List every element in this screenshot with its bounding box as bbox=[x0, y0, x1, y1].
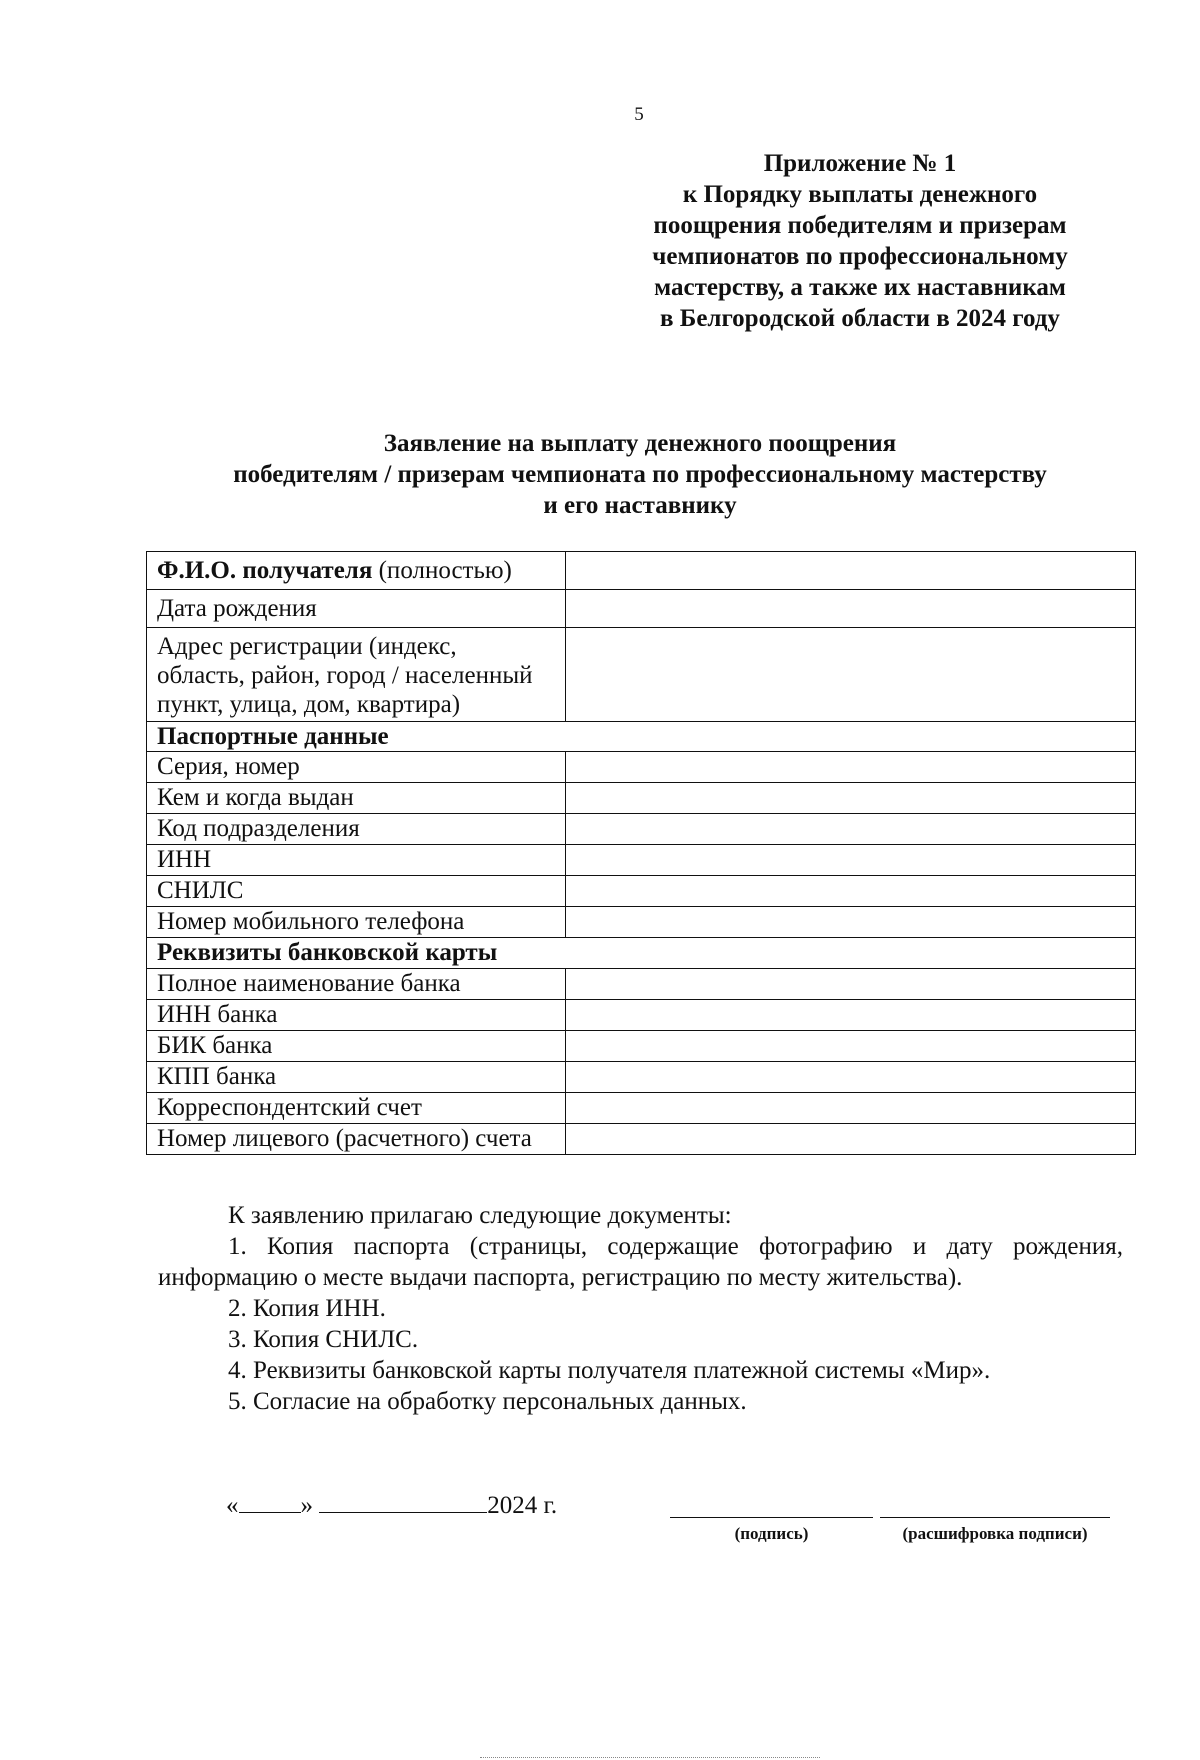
kpp-field[interactable] bbox=[566, 1062, 1136, 1093]
fio-label bbox=[147, 552, 566, 590]
document-item-1-line-2: информацию о месте выдачи паспорта, регистрацию по месту жительства). bbox=[158, 1264, 963, 1291]
series-number-field[interactable] bbox=[566, 752, 1136, 783]
series-number-label: Серия, номер bbox=[147, 752, 566, 783]
corr-account-field[interactable] bbox=[566, 1093, 1136, 1124]
birth-date-field[interactable] bbox=[566, 590, 1136, 628]
corr-account-label: Корреспондентский счет bbox=[147, 1093, 566, 1124]
bank-name-label: Полное наименование банка bbox=[147, 969, 566, 1000]
account-number-label: Номер лицевого (расчетного) счета bbox=[147, 1124, 566, 1155]
application-form-table bbox=[146, 551, 1136, 1155]
account-number-field[interactable] bbox=[566, 1124, 1136, 1155]
kpp-label: КПП банка bbox=[147, 1062, 566, 1093]
table-row bbox=[147, 552, 1136, 590]
form-title-line: победителям / призерам чемпионата по профессиональному мастерству bbox=[233, 461, 1047, 488]
document-item-4: 4. Реквизиты банковской карты получателя платежной системы «Мир». bbox=[228, 1357, 991, 1384]
decoding-caption: (расшифровка подписи) bbox=[902, 1524, 1088, 1543]
table-row bbox=[147, 628, 1136, 722]
document-item-5: 5. Согласие на обработку персональных данных. bbox=[228, 1388, 747, 1415]
bik-label: БИК банка bbox=[147, 1031, 566, 1062]
attached-documents bbox=[158, 1200, 1123, 1417]
date-line bbox=[226, 1490, 557, 1520]
bik-field[interactable] bbox=[566, 1031, 1136, 1062]
bank-inn-label: ИНН банка bbox=[147, 1000, 566, 1031]
table-row bbox=[147, 752, 1136, 783]
table-row bbox=[147, 722, 1136, 752]
table-row bbox=[147, 1000, 1136, 1031]
table-row bbox=[147, 969, 1136, 1000]
documents-intro: К заявлению прилагаю следующие документы: bbox=[228, 1202, 732, 1229]
appendix-line: к Порядку выплаты денежного bbox=[682, 181, 1038, 208]
form-title bbox=[145, 428, 1135, 521]
fio-label-normal: (полностью) bbox=[372, 557, 512, 584]
signature-line[interactable] bbox=[670, 1517, 873, 1518]
quote-open: « bbox=[226, 1492, 239, 1519]
day-blank[interactable] bbox=[239, 1490, 301, 1513]
table-row bbox=[147, 814, 1136, 845]
appendix-line: мастерству, а также их наставникам bbox=[654, 274, 1066, 301]
birth-date-label: Дата рождения bbox=[147, 590, 566, 628]
table-row bbox=[147, 876, 1136, 907]
table-row bbox=[147, 1062, 1136, 1093]
snils-label: СНИЛС bbox=[147, 876, 566, 907]
signature-block bbox=[0, 1490, 1200, 1570]
bank-name-field[interactable] bbox=[566, 969, 1136, 1000]
page-number: 5 bbox=[634, 104, 644, 125]
table-row bbox=[147, 1124, 1136, 1155]
scan-edge-divider bbox=[480, 1757, 820, 1758]
address-label-line: пункт, улица, дом, квартира) bbox=[157, 691, 461, 718]
bank-inn-field[interactable] bbox=[566, 1000, 1136, 1031]
year-text: 2024 г. bbox=[487, 1492, 558, 1519]
address-label-line: область, район, город / населенный bbox=[157, 662, 533, 689]
appendix-header bbox=[620, 148, 1100, 334]
table-row bbox=[147, 907, 1136, 938]
fio-label-bold: Ф.И.О. получателя bbox=[157, 557, 373, 584]
appendix-line: поощрения победителям и призерам bbox=[653, 212, 1067, 239]
phone-field[interactable] bbox=[566, 907, 1136, 938]
document-item-2: 2. Копия ИНН. bbox=[228, 1295, 386, 1322]
table-row bbox=[147, 938, 1136, 969]
fio-field[interactable] bbox=[566, 552, 1136, 590]
signature-caption: (подпись) bbox=[734, 1524, 809, 1543]
phone-label: Номер мобильного телефона bbox=[147, 907, 566, 938]
appendix-line: чемпионатов по профессиональному bbox=[652, 243, 1068, 270]
table-row bbox=[147, 1093, 1136, 1124]
document-item-1-line-1: 1. Копия паспорта (страницы, содержащие фотографию и дату рождения, bbox=[228, 1233, 1123, 1260]
division-code-field[interactable] bbox=[566, 814, 1136, 845]
appendix-line: в Белгородской области в 2024 году bbox=[660, 305, 1060, 332]
form-title-line: Заявление на выплату денежного поощрения bbox=[383, 430, 897, 457]
inn-label: ИНН bbox=[147, 845, 566, 876]
month-blank[interactable] bbox=[319, 1490, 487, 1513]
table-row bbox=[147, 783, 1136, 814]
document-item-3: 3. Копия СНИЛС. bbox=[228, 1326, 419, 1353]
division-code-label: Код подразделения bbox=[147, 814, 566, 845]
inn-field[interactable] bbox=[566, 845, 1136, 876]
form-title-line: и его наставнику bbox=[543, 492, 737, 519]
address-field[interactable] bbox=[566, 628, 1136, 722]
address-label bbox=[147, 628, 566, 722]
table-row bbox=[147, 845, 1136, 876]
issued-by-label: Кем и когда выдан bbox=[147, 783, 566, 814]
table-row bbox=[147, 590, 1136, 628]
snils-field[interactable] bbox=[566, 876, 1136, 907]
quote-close: » bbox=[300, 1492, 313, 1519]
bank-section-header: Реквизиты банковской карты bbox=[147, 938, 1136, 969]
signature-decoding-line[interactable] bbox=[880, 1517, 1110, 1518]
table-row bbox=[147, 1031, 1136, 1062]
appendix-line: Приложение № 1 bbox=[763, 150, 957, 177]
passport-section-header: Паспортные данные bbox=[147, 722, 1136, 752]
issued-by-field[interactable] bbox=[566, 783, 1136, 814]
address-label-line: Адрес регистрации (индекс, bbox=[157, 633, 457, 660]
